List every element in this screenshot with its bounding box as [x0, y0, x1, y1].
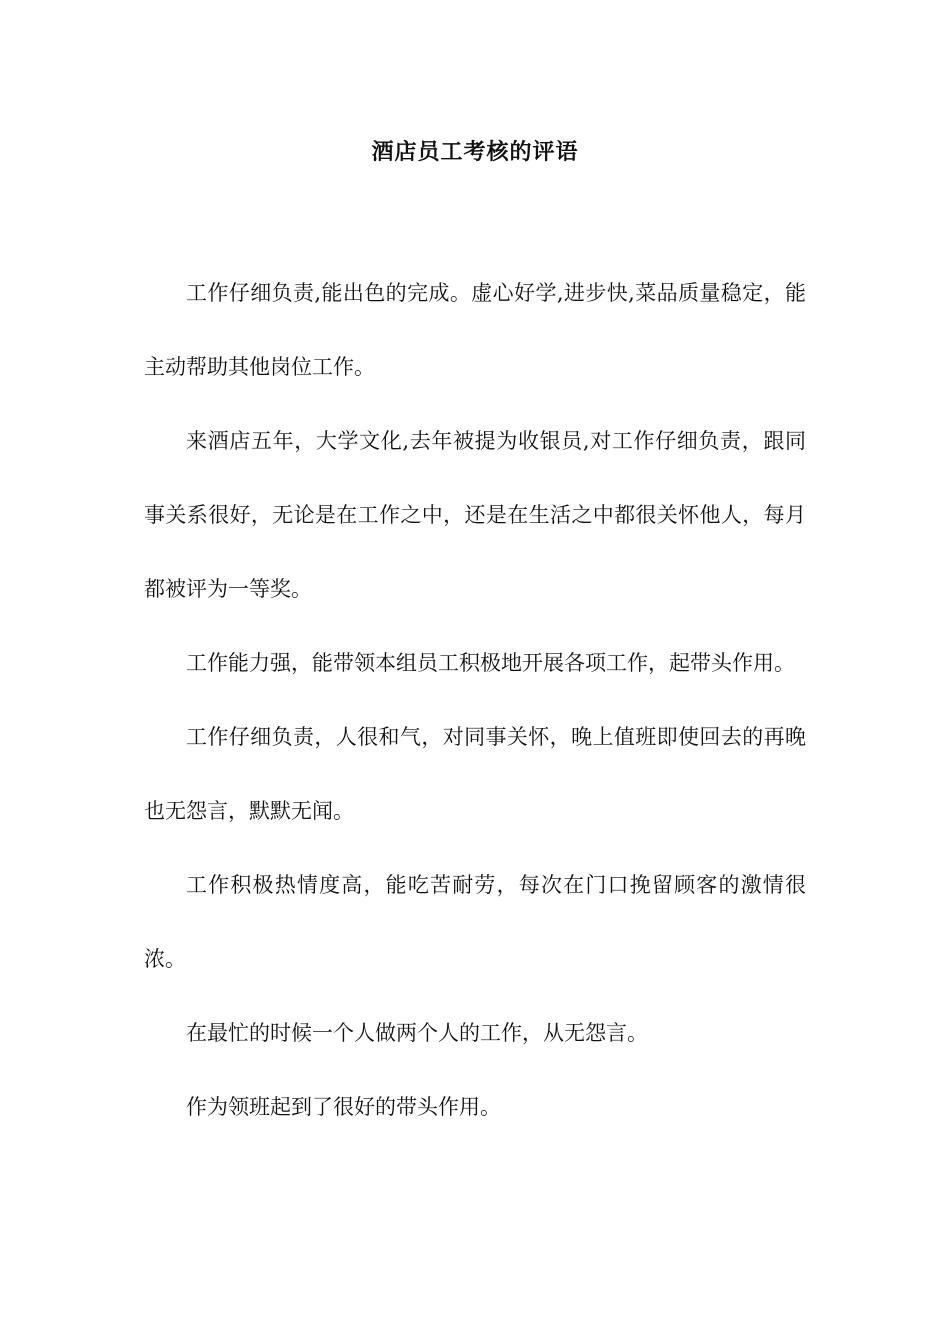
paragraph-1: 工作仔细负责,能出色的完成。虚心好学,进步快,菜品质量稳定，能主动帮助其他岗位工作。 — [144, 281, 806, 379]
paragraph-2: 来酒店五年，大学文化,去年被提为收银员,对工作仔细负责，跟同事关系很好，无论是在工作之中，还是在生活之中都很关怀他人，每月都被评为一等奖。 — [144, 429, 806, 601]
paragraph-5: 工作积极热情度高，能吃苦耐劳，每次在门口挽留顾客的激情很浓。 — [144, 873, 806, 971]
document-body — [144, 256, 806, 1144]
paragraph-6: 在最忙的时候一个人做两个人的工作，从无怨言。 — [186, 1021, 648, 1045]
paragraph-7: 作为领班起到了很好的带头作用。 — [186, 1095, 501, 1119]
paragraph-3: 工作能力强，能带领本组员工积极地开展各项工作，起带头作用。 — [186, 651, 795, 675]
paragraph-4: 工作仔细负责，人很和气，对同事关怀，晚上值班即使回去的再晚也无怨言，默默无闻。 — [144, 725, 806, 823]
document-title: 酒店员工考核的评语 — [371, 139, 579, 165]
